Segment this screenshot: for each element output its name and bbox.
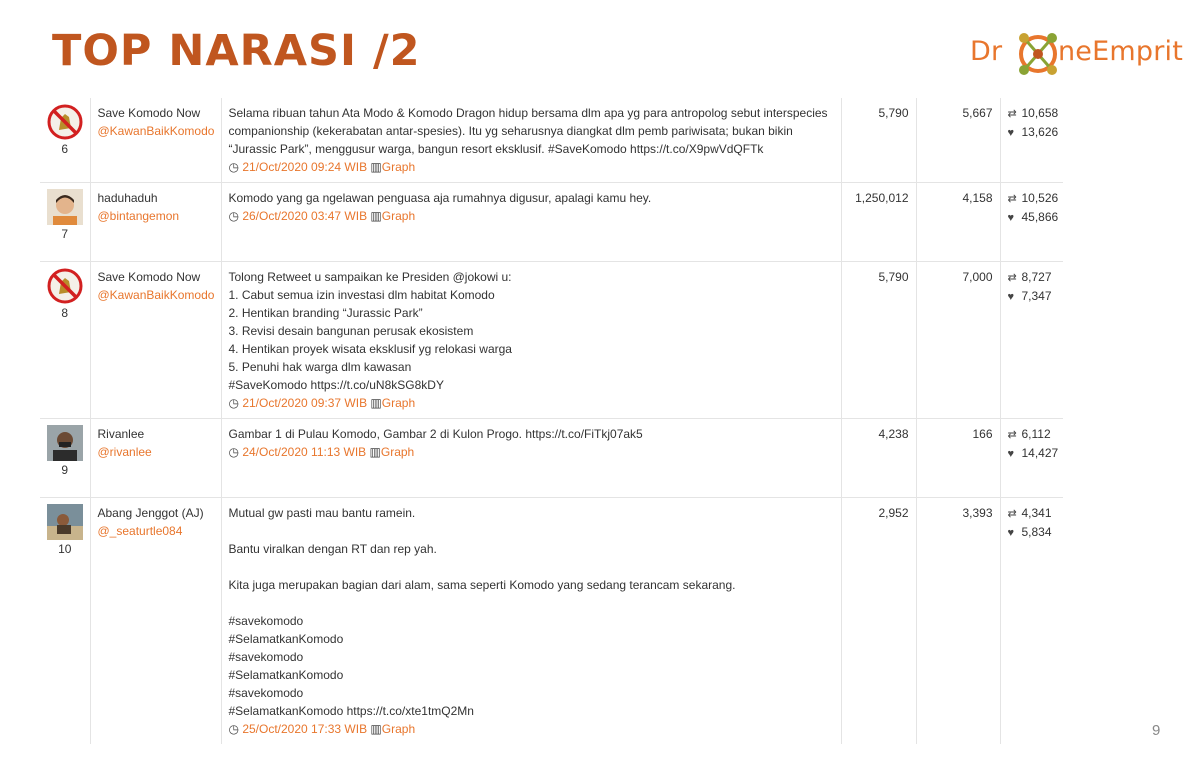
tweet-text-line: #savekomodo: [228, 650, 304, 664]
metric-2-cell: 3,393: [916, 498, 1000, 745]
page-number: 9: [1152, 722, 1161, 739]
retweet-count: 10,658: [1021, 106, 1059, 120]
clock-icon: ◷: [228, 445, 239, 459]
tweet-text-line: 2. Hentikan branding “Jurassic Park”: [228, 306, 423, 320]
metric-1-cell: 1,250,012: [841, 183, 916, 262]
user-cell: [90, 262, 221, 419]
tweet-cell: [221, 98, 841, 183]
tweet-text-line: 4. Hentikan proyek wisata eksklusif yg relokasi warga: [228, 342, 512, 356]
logo-text-part1: Dr: [970, 36, 1003, 67]
retweet-icon: ⇄: [1007, 508, 1017, 520]
tweet-text-line: #SaveKomodo https://t.co/uN8kSG8kDY: [228, 378, 444, 392]
heart-icon: ♥: [1007, 291, 1015, 303]
user-handle-link[interactable]: @KawanBaikKomodo: [97, 288, 215, 302]
metric-1-cell: 5,790: [841, 262, 916, 419]
heart-icon: ♥: [1007, 212, 1015, 224]
table-row: [40, 498, 1063, 745]
tweet-text: Komodo yang ga ngelawan penguasa aja rumahnya digusur, apalagi kamu hey.: [228, 191, 652, 205]
like-count-row: [1008, 523, 1057, 542]
tweet-text-line: 1. Cabut semua izin investasi dlm habitat Komodo: [228, 288, 495, 302]
tweet-text-line: Kita juga merupakan bagian dari alam, sama seperti Komodo yang sedang terancam sekarang.: [228, 578, 736, 592]
tweet-cell: [221, 262, 841, 419]
tweet-meta: [229, 443, 834, 461]
like-count: 13,626: [1021, 125, 1059, 139]
tweet-text-line: [229, 558, 834, 576]
tweet-date-link[interactable]: 26/Oct/2020 03:47 WIB: [242, 209, 368, 223]
avatar-cell: [40, 183, 90, 262]
user-handle-link[interactable]: @bintangemon: [97, 209, 180, 223]
heart-icon: ♥: [1007, 527, 1015, 539]
heart-icon: ♥: [1007, 448, 1015, 460]
bar-chart-icon: ▥: [369, 445, 381, 459]
rank-number: 6: [61, 142, 69, 156]
metric-2-cell: 166: [916, 419, 1000, 498]
graph-link[interactable]: Graph: [381, 722, 416, 736]
user-handle-link[interactable]: @_seaturtle084: [97, 524, 183, 538]
engagement-cell: [1000, 98, 1063, 183]
tweet-date-link[interactable]: 24/Oct/2020 11:13 WIB: [242, 445, 367, 459]
user-name: Save Komodo Now: [97, 106, 201, 120]
like-count-row: [1008, 287, 1057, 306]
tweet-text-line: #SelamatkanKomodo: [228, 632, 344, 646]
tweet-text-line: Tolong Retweet u sampaikan ke Presiden @jokowi u:: [228, 270, 512, 284]
avatar-cell: [40, 419, 90, 498]
drone-logo-icon: [1014, 26, 1064, 82]
like-count: 7,347: [1021, 289, 1052, 303]
bar-chart-icon: ▥: [370, 160, 382, 174]
metric-2-cell: 7,000: [916, 262, 1000, 419]
table-row: [40, 262, 1063, 419]
table-row: [40, 419, 1063, 498]
like-count-row: [1008, 444, 1057, 463]
metric-1-cell: 2,952: [841, 498, 916, 745]
tweet-text-line: [229, 594, 834, 612]
drone-emprit-logo: [970, 26, 1184, 82]
retweet-icon: ⇄: [1007, 429, 1017, 441]
engagement-cell: [1000, 498, 1063, 745]
user-name: Save Komodo Now: [97, 270, 201, 284]
tweet-cell: [221, 498, 841, 745]
bar-chart-icon: ▥: [370, 722, 382, 736]
tweet-meta: [229, 207, 834, 225]
page-title: TOP NARASI /2: [52, 26, 421, 76]
retweet-icon: ⇄: [1007, 193, 1017, 205]
retweet-count: 8,727: [1021, 270, 1052, 284]
clock-icon: ◷: [228, 396, 239, 410]
tweet-text-line: #SelamatkanKomodo https://t.co/xte1tmQ2Mn: [228, 704, 474, 718]
top-narratives-table: [40, 98, 1063, 744]
tweet-cell: [221, 419, 841, 498]
user-name: haduhaduh: [97, 191, 158, 205]
avatar-cell: [40, 262, 90, 419]
rank-number: 7: [61, 227, 69, 241]
rank-number: 10: [58, 542, 72, 556]
engagement-cell: [1000, 262, 1063, 419]
graph-link[interactable]: Graph: [380, 445, 415, 459]
table-row: [40, 98, 1063, 183]
tweet-date-link[interactable]: 25/Oct/2020 17:33 WIB: [242, 722, 368, 736]
engagement-cell: [1000, 419, 1063, 498]
retweet-count-row: [1008, 425, 1057, 444]
like-count-row: [1008, 208, 1057, 227]
retweet-count-row: [1008, 268, 1057, 287]
clock-icon: ◷: [228, 160, 239, 174]
bar-chart-icon: ▥: [370, 209, 382, 223]
tweet-text-line: #SelamatkanKomodo: [228, 668, 344, 682]
avatar[interactable]: [47, 104, 83, 140]
table-row: [40, 183, 1063, 262]
avatar[interactable]: [47, 425, 83, 461]
user-name: Rivanlee: [97, 427, 145, 441]
retweet-count-row: [1008, 104, 1057, 123]
engagement-cell: [1000, 183, 1063, 262]
clock-icon: ◷: [228, 209, 239, 223]
user-handle-link[interactable]: @rivanlee: [97, 445, 152, 459]
like-count: 14,427: [1021, 446, 1059, 460]
bar-chart-icon: ▥: [370, 396, 382, 410]
tweet-date-link[interactable]: 21/Oct/2020 09:24 WIB: [242, 160, 368, 174]
avatar-cell: [40, 498, 90, 745]
heart-icon: ♥: [1007, 127, 1015, 139]
tweet-meta: [229, 158, 834, 176]
like-count: 45,866: [1021, 210, 1059, 224]
tweet-text: Gambar 1 di Pulau Komodo, Gambar 2 di Kulon Progo. https://t.co/FiTkj07ak5: [228, 427, 643, 441]
retweet-count-row: [1008, 189, 1057, 208]
user-handle-link[interactable]: @KawanBaikKomodo: [97, 124, 215, 138]
tweet-text-line: #savekomodo: [228, 686, 304, 700]
tweet-text-line: Bantu viralkan dengan RT dan rep yah.: [228, 542, 437, 556]
logo-text-part2: neEmprit: [1058, 36, 1184, 67]
like-count-row: [1008, 123, 1057, 142]
tweet-text: Selama ribuan tahun Ata Modo & Komodo Dragon hidup bersama dlm apa yg para antropolog sebut interspecies companionship (kekerabatan antar-spesies). Itu yg seharusnya diangkat dlm pemb pariwisata; bukan bikin “Jurassic Park”, menggusur warga, bangun resort eksklusif. #SaveKomodo https://t.co/X9pwVdQFTk: [228, 106, 828, 156]
retweet-icon: ⇄: [1007, 108, 1017, 120]
tweet-meta: [229, 394, 834, 412]
avatar[interactable]: [47, 268, 83, 304]
graph-link[interactable]: Graph: [381, 160, 416, 174]
user-cell: [90, 183, 221, 262]
user-cell: [90, 498, 221, 745]
metric-1-cell: 5,790: [841, 98, 916, 183]
retweet-count: 4,341: [1021, 506, 1052, 520]
user-cell: [90, 98, 221, 183]
tweet-text-line: 5. Penuhi hak warga dlm kawasan: [228, 360, 412, 374]
user-cell: [90, 419, 221, 498]
tweet-text-line: [229, 522, 834, 540]
tweet-text-line: Mutual gw pasti mau bantu ramein.: [228, 506, 416, 520]
user-name: Abang Jenggot (AJ): [97, 506, 204, 520]
avatar[interactable]: [47, 504, 83, 540]
rank-number: 9: [61, 463, 69, 477]
retweet-icon: ⇄: [1007, 272, 1017, 284]
tweet-date-link[interactable]: 21/Oct/2020 09:37 WIB: [242, 396, 368, 410]
metric-2-cell: 4,158: [916, 183, 1000, 262]
tweet-text-line: #savekomodo: [228, 614, 304, 628]
retweet-count: 6,112: [1021, 427, 1051, 441]
tweet-cell: [221, 183, 841, 262]
metric-2-cell: 5,667: [916, 98, 1000, 183]
like-count: 5,834: [1021, 525, 1052, 539]
metric-1-cell: 4,238: [841, 419, 916, 498]
tweet-text-line: 3. Revisi desain bangunan perusak ekosistem: [228, 324, 474, 338]
tweet-meta: [229, 720, 834, 738]
rank-number: 8: [61, 306, 69, 320]
clock-icon: ◷: [228, 722, 239, 736]
retweet-count: 10,526: [1021, 191, 1059, 205]
retweet-count-row: [1008, 504, 1057, 523]
graph-link[interactable]: Graph: [381, 209, 416, 223]
avatar[interactable]: [47, 189, 83, 225]
avatar-cell: [40, 98, 90, 183]
graph-link[interactable]: Graph: [381, 396, 416, 410]
